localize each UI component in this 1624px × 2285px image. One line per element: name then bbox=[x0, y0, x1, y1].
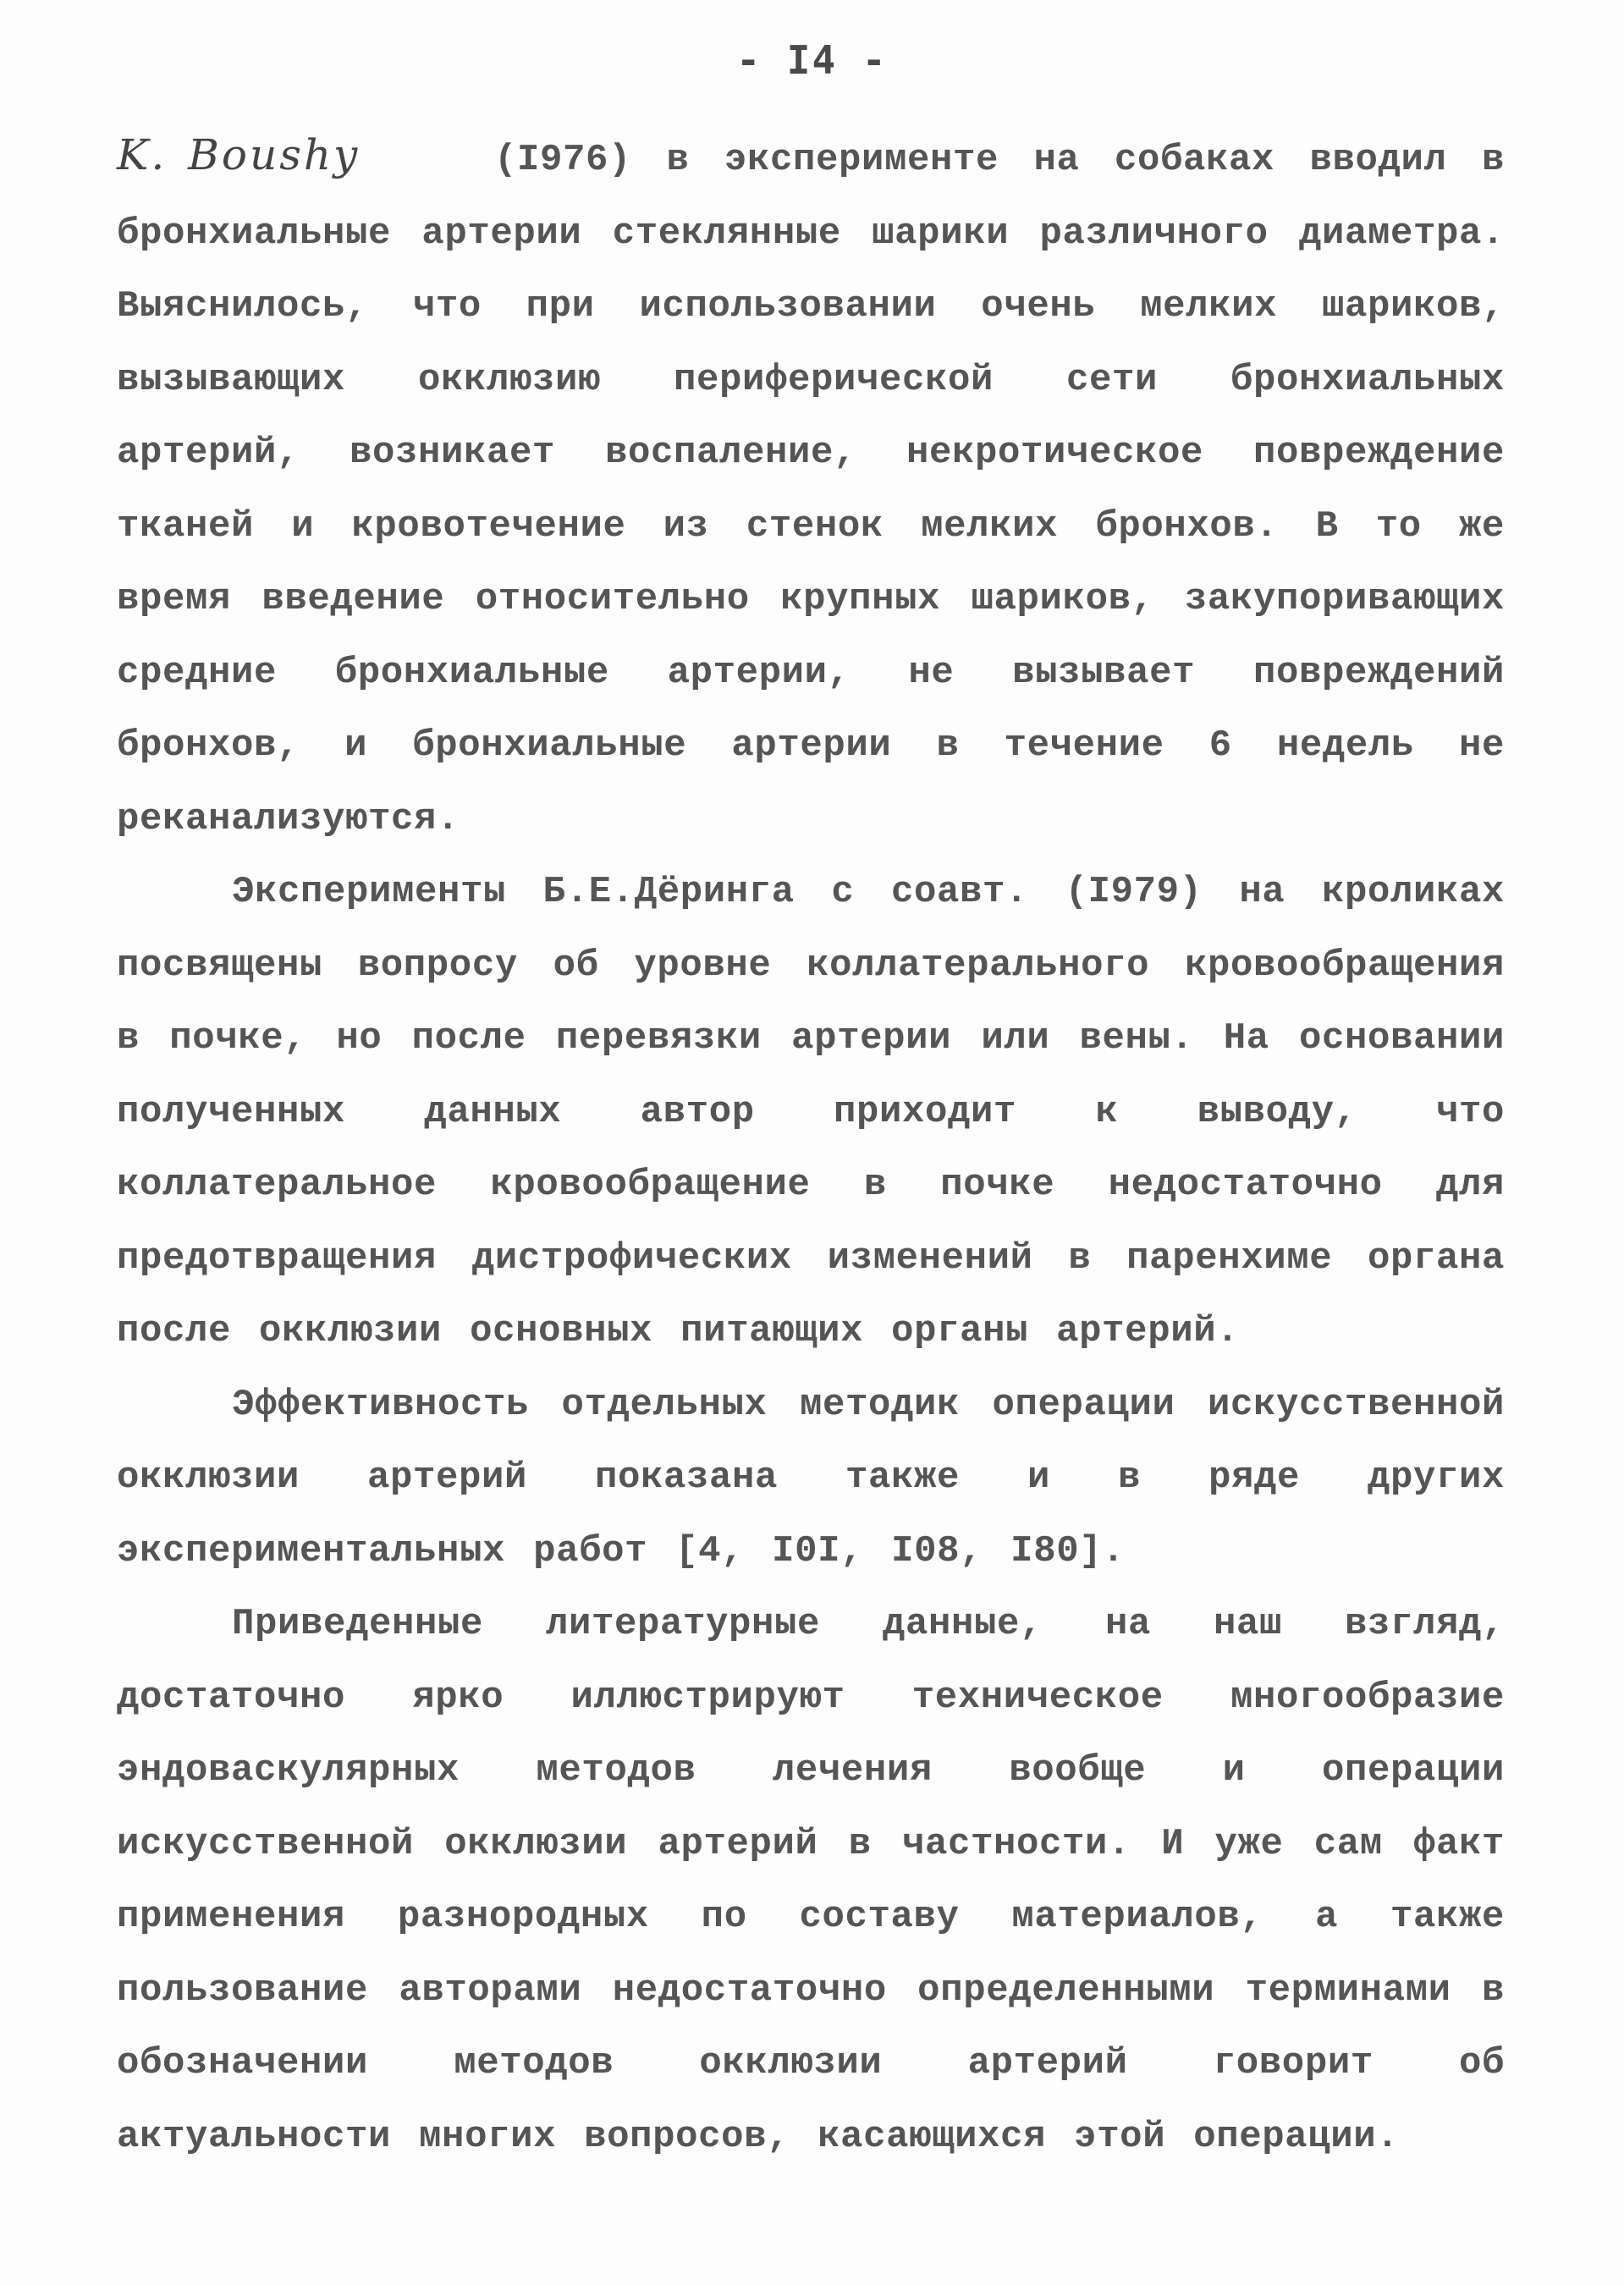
paragraph-2 bbox=[117, 856, 1505, 1368]
paragraph-3-text: Эффективность отдельных методик операции искусственной окклюзии артерий показана также и в ряде других экспериментальных работ bbox=[117, 1383, 1505, 1572]
paragraph-1-text: (I976) в эксперименте на собаках вводил в бронхиальные артерии стеклянные шарики различного диаметра. Выяснилось, что при использовании очень мелких шариков, вызывающих окклюзию периферической сети бронхиальных артерий, возникает воспаление, некротическое повреждение тканей и кровотечение из стенок мелких бронхов. В то же время введение относительно крупных шариков, закупоривающих средние бронхиальные артерии, не вызывает повреждений бронхов, и бронхиальные артерии в течение 6 недель не реканализуются. bbox=[117, 139, 1505, 840]
paragraph-1 bbox=[117, 118, 1505, 856]
reference-list: [4, I0I, I08, I80]. bbox=[675, 1529, 1126, 1572]
page-number: - I4 - bbox=[736, 37, 888, 83]
body-text bbox=[117, 118, 1505, 2173]
paragraph-4-text: Приведенные литературные данные, на наш взгляд, достаточно ярко иллюстрируют техническое многообразие эндоваскулярных методов лечения вообще и операции искусственной окклюзии артерий в частности. И уже сам факт применения разнородных по составу материалов, а также пользование авторами недостаточно определенными терминами в обозначении методов окклюзии артерий говорит об актуальности многих вопросов, касающихся этой операции. bbox=[117, 1603, 1505, 2158]
paragraph-2-text: Эксперименты Б.Е.Дёринга с соавт. (I979) на кроликах посвящены вопросу об уровне коллатерального кровообращения в почке, но после перевязки артерии или вены. На основании полученных данных автор приходит к выводу, что коллатеральное кровообращение в почке недостаточно для предотвращения дистрофических изменений в паренхиме органа после окклюзии основных питающих органы артерий. bbox=[117, 871, 1505, 1352]
paragraph-3 bbox=[117, 1368, 1505, 1588]
paragraph-4 bbox=[117, 1588, 1505, 2173]
handwritten-author-name: K. Boushy bbox=[117, 130, 361, 179]
